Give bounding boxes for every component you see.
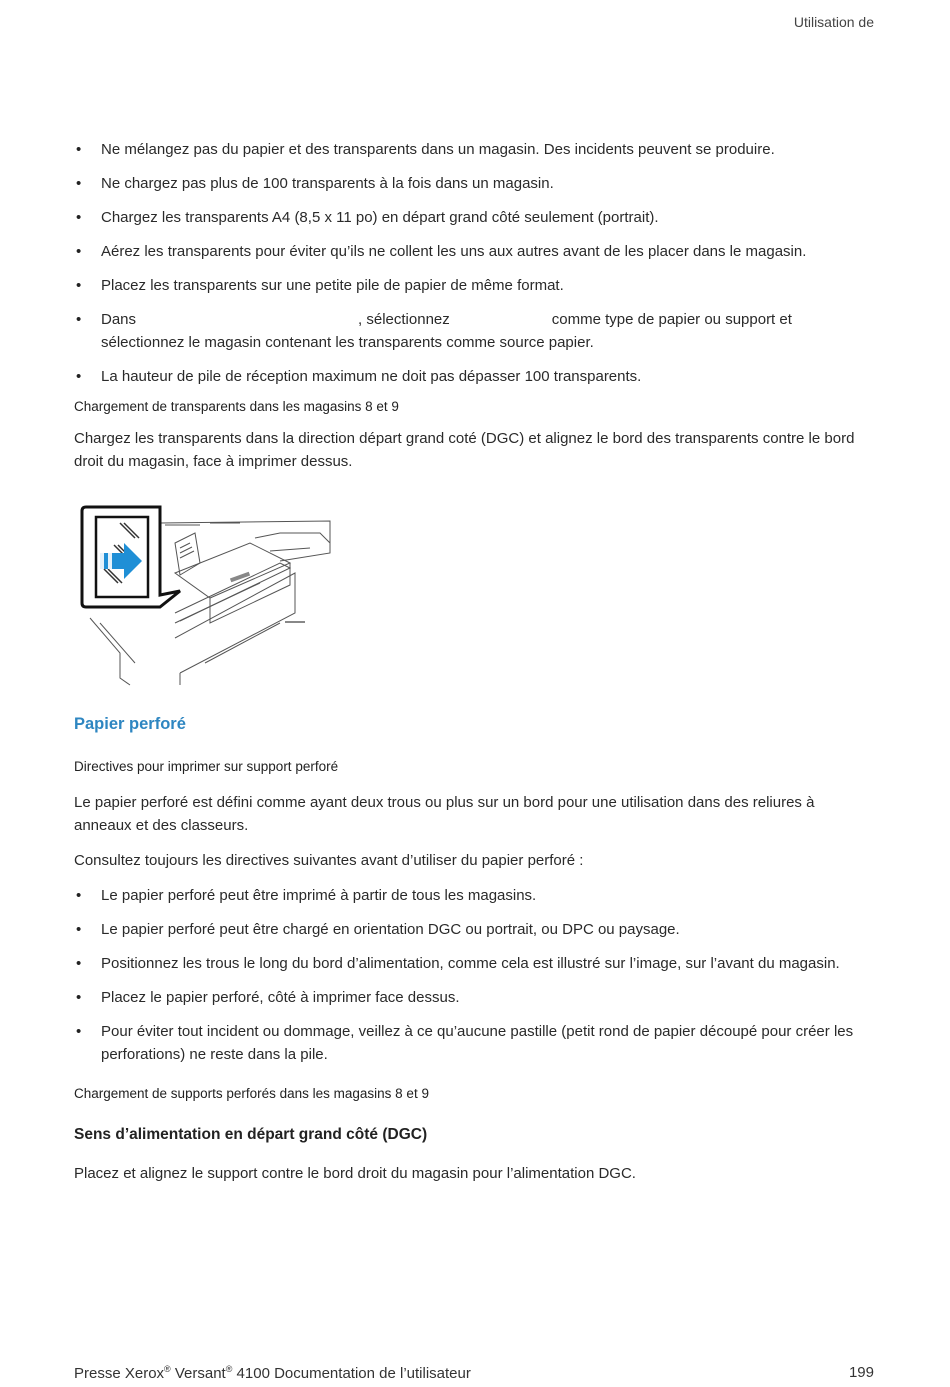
registered-mark: ® — [225, 1364, 233, 1374]
list-item: • Pour éviter tout incident ou dommage, veillez à ce qu’aucune pastille (petit rond de papier découpé pour créer les perforations) ne reste dans la pile. — [74, 1020, 874, 1066]
perfore-intro: Consultez toujours les directives suivantes avant d’utiliser du papier perforé : — [74, 852, 584, 869]
section-heading-chargement-transparents: Chargement de transparents dans les magasins 8 et 9 — [74, 399, 399, 414]
chargement-transparents-text: Chargez les transparents dans la direction départ grand coté (DGC) et alignez le bord des transparents contre le bord droit du magasin, face à imprimer dessus. — [74, 430, 855, 470]
dgc-instruction: Placez et alignez le support contre le bord droit du magasin pour l’alimentation DGC. — [74, 1165, 636, 1182]
page-number: 199 — [848, 1364, 874, 1381]
list-item: • Le papier perforé peut être imprimé à partir de tous les magasins. — [74, 884, 874, 907]
running-header: Utilisation de — [793, 14, 874, 30]
list-item: • La hauteur de pile de réception maximum ne doit pas dépasser 100 transparents. — [74, 365, 874, 388]
transparents-guidelines-list — [74, 138, 874, 388]
perfore-content — [74, 759, 874, 1185]
footer-doc-title — [74, 1364, 471, 1382]
perfore-guidelines-list — [74, 884, 874, 1066]
dans-text-3: comme type de papier ou support et sélectionnez le magasin contenant les transparents comme source papier. — [101, 311, 792, 351]
section-heading-directives: Directives pour imprimer sur support perforé — [74, 759, 339, 774]
list-item: • Placez les transparents sur une petite pile de papier de même format. — [74, 274, 874, 297]
list-item: • Ne chargez pas plus de 100 transparents à la fois dans un magasin. — [74, 172, 874, 195]
list-item: • Placez le papier perforé, côté à imprimer face dessus. — [74, 986, 874, 1009]
footer-title-part: Presse Xerox — [74, 1365, 165, 1382]
section-title-papier-perfore: Papier perforé — [74, 715, 186, 733]
section-subheading-dgc: Sens d’alimentation en départ grand côté (DGC) — [74, 1126, 428, 1143]
dans-text-1: Dans — [101, 311, 137, 328]
page-content — [74, 138, 874, 473]
list-item: • Le papier perforé peut être chargé en orientation DGC ou portrait, ou DPC ou paysage. — [74, 918, 874, 941]
list-item: • Aérez les transparents pour éviter qu’ils ne collent les uns aux autres avant de les placer dans le magasin. — [74, 240, 874, 263]
list-item: • Ne mélangez pas du papier et des transparents dans un magasin. Des incidents peuvent se produire. — [74, 138, 874, 161]
list-item-dans — [74, 308, 874, 354]
list-item: • Chargez les transparents A4 (8,5 x 11 po) en départ grand côté seulement (portrait). — [74, 206, 874, 229]
list-item: • Positionnez les trous le long du bord d’alimentation, comme cela est illustré sur l’image, sur l’avant du magasin. — [74, 952, 874, 975]
footer-title-part: 4100 Documentation de l’utilisateur — [232, 1365, 471, 1382]
perfore-definition: Le papier perforé est défini comme ayant deux trous ou plus sur un bord pour une utilisation dans des reliures à anneaux et des classeurs. — [74, 794, 815, 834]
dans-text-2: , sélectionnez — [358, 311, 450, 328]
footer-title-part: Versant — [170, 1365, 226, 1382]
tray-loading-illustration — [80, 503, 334, 686]
section-heading-chargement-perfores: Chargement de supports perforés dans les magasins 8 et 9 — [74, 1086, 429, 1101]
registered-mark: ® — [164, 1364, 171, 1374]
